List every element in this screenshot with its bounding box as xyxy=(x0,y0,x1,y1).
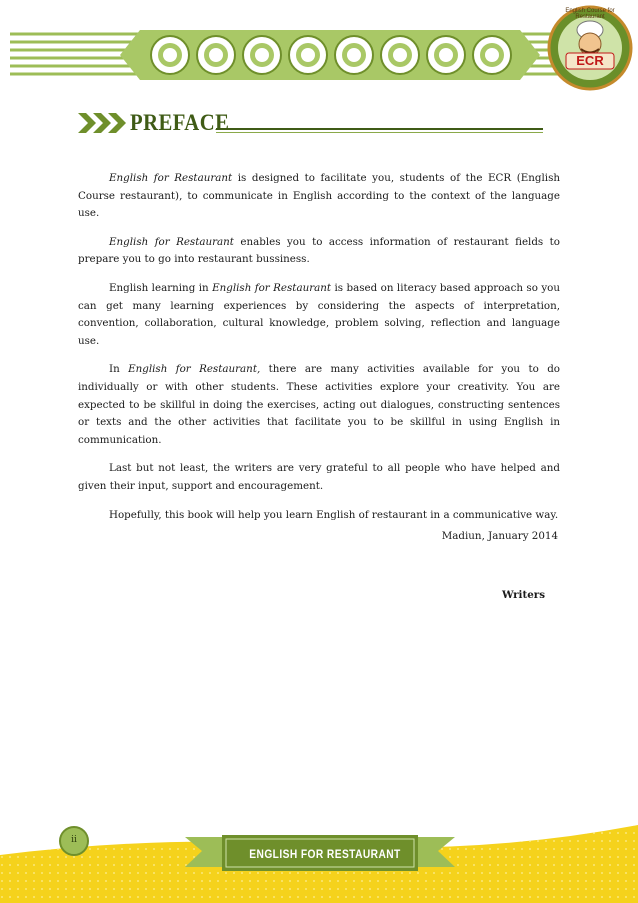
header-decoration xyxy=(0,0,638,110)
section-heading xyxy=(78,108,548,138)
paragraph-text: is based on literacy based approach so you can get many learning experiences by considering the aspects of interpretation, convention, collaboration, cultural knowledge, problem solving, reflection and language use. xyxy=(78,281,560,347)
paragraph-2 xyxy=(78,234,560,269)
signoff-author: Writers xyxy=(502,589,545,601)
heading-underline-thin xyxy=(216,132,543,133)
page-title: PREFACE xyxy=(130,110,230,135)
paragraph-text: there are many activities available for you to do individually or with other students. These activities explore your creativity. You are expected to be skillful in doing the exercises, acting out dialogues, constructing sentences or texts and the other activities that facilitate you to be skillful in using English in communication. xyxy=(78,363,560,446)
triple-chevron-icon xyxy=(78,111,130,135)
book-title: English for Restaurant xyxy=(109,235,234,248)
book-title: English for Restaurant xyxy=(109,172,233,184)
paragraph-1 xyxy=(78,170,560,223)
book-title: English for Restaurant xyxy=(212,281,332,294)
paragraph-5: Last but not least, the writers are very grateful to all people who have helped and given their input, support and encouragement. xyxy=(78,462,560,492)
paragraph-text: In xyxy=(109,363,129,376)
heading-underline xyxy=(216,128,543,130)
paragraph-4 xyxy=(78,361,560,449)
logo-label: ECR xyxy=(576,53,604,68)
paragraph-text: English learning in xyxy=(109,281,213,294)
paragraph-6: Hopefully, this book will help you learn English of restaurant in a communicative way. xyxy=(109,508,559,521)
footer-book-title: ENGLISH FOR RESTAURANT xyxy=(249,847,401,861)
signoff-date: Madiun, January 2014 xyxy=(441,530,558,542)
book-title: English for Restaurant, xyxy=(128,363,261,376)
preface-body xyxy=(78,170,560,535)
paragraph-3 xyxy=(78,280,560,350)
page-number: ii xyxy=(71,835,77,845)
logo-ring-text: English Course for Restaurant xyxy=(565,8,615,20)
paragraph-text: enables you to access information of restaurant fields to prepare you to go into restaurant bussiness. xyxy=(78,235,560,266)
paragraph-text: is designed to facilitate you, students of the ECR (English Course restaurant), to communicate in English according to the context of the language use. xyxy=(78,172,560,220)
